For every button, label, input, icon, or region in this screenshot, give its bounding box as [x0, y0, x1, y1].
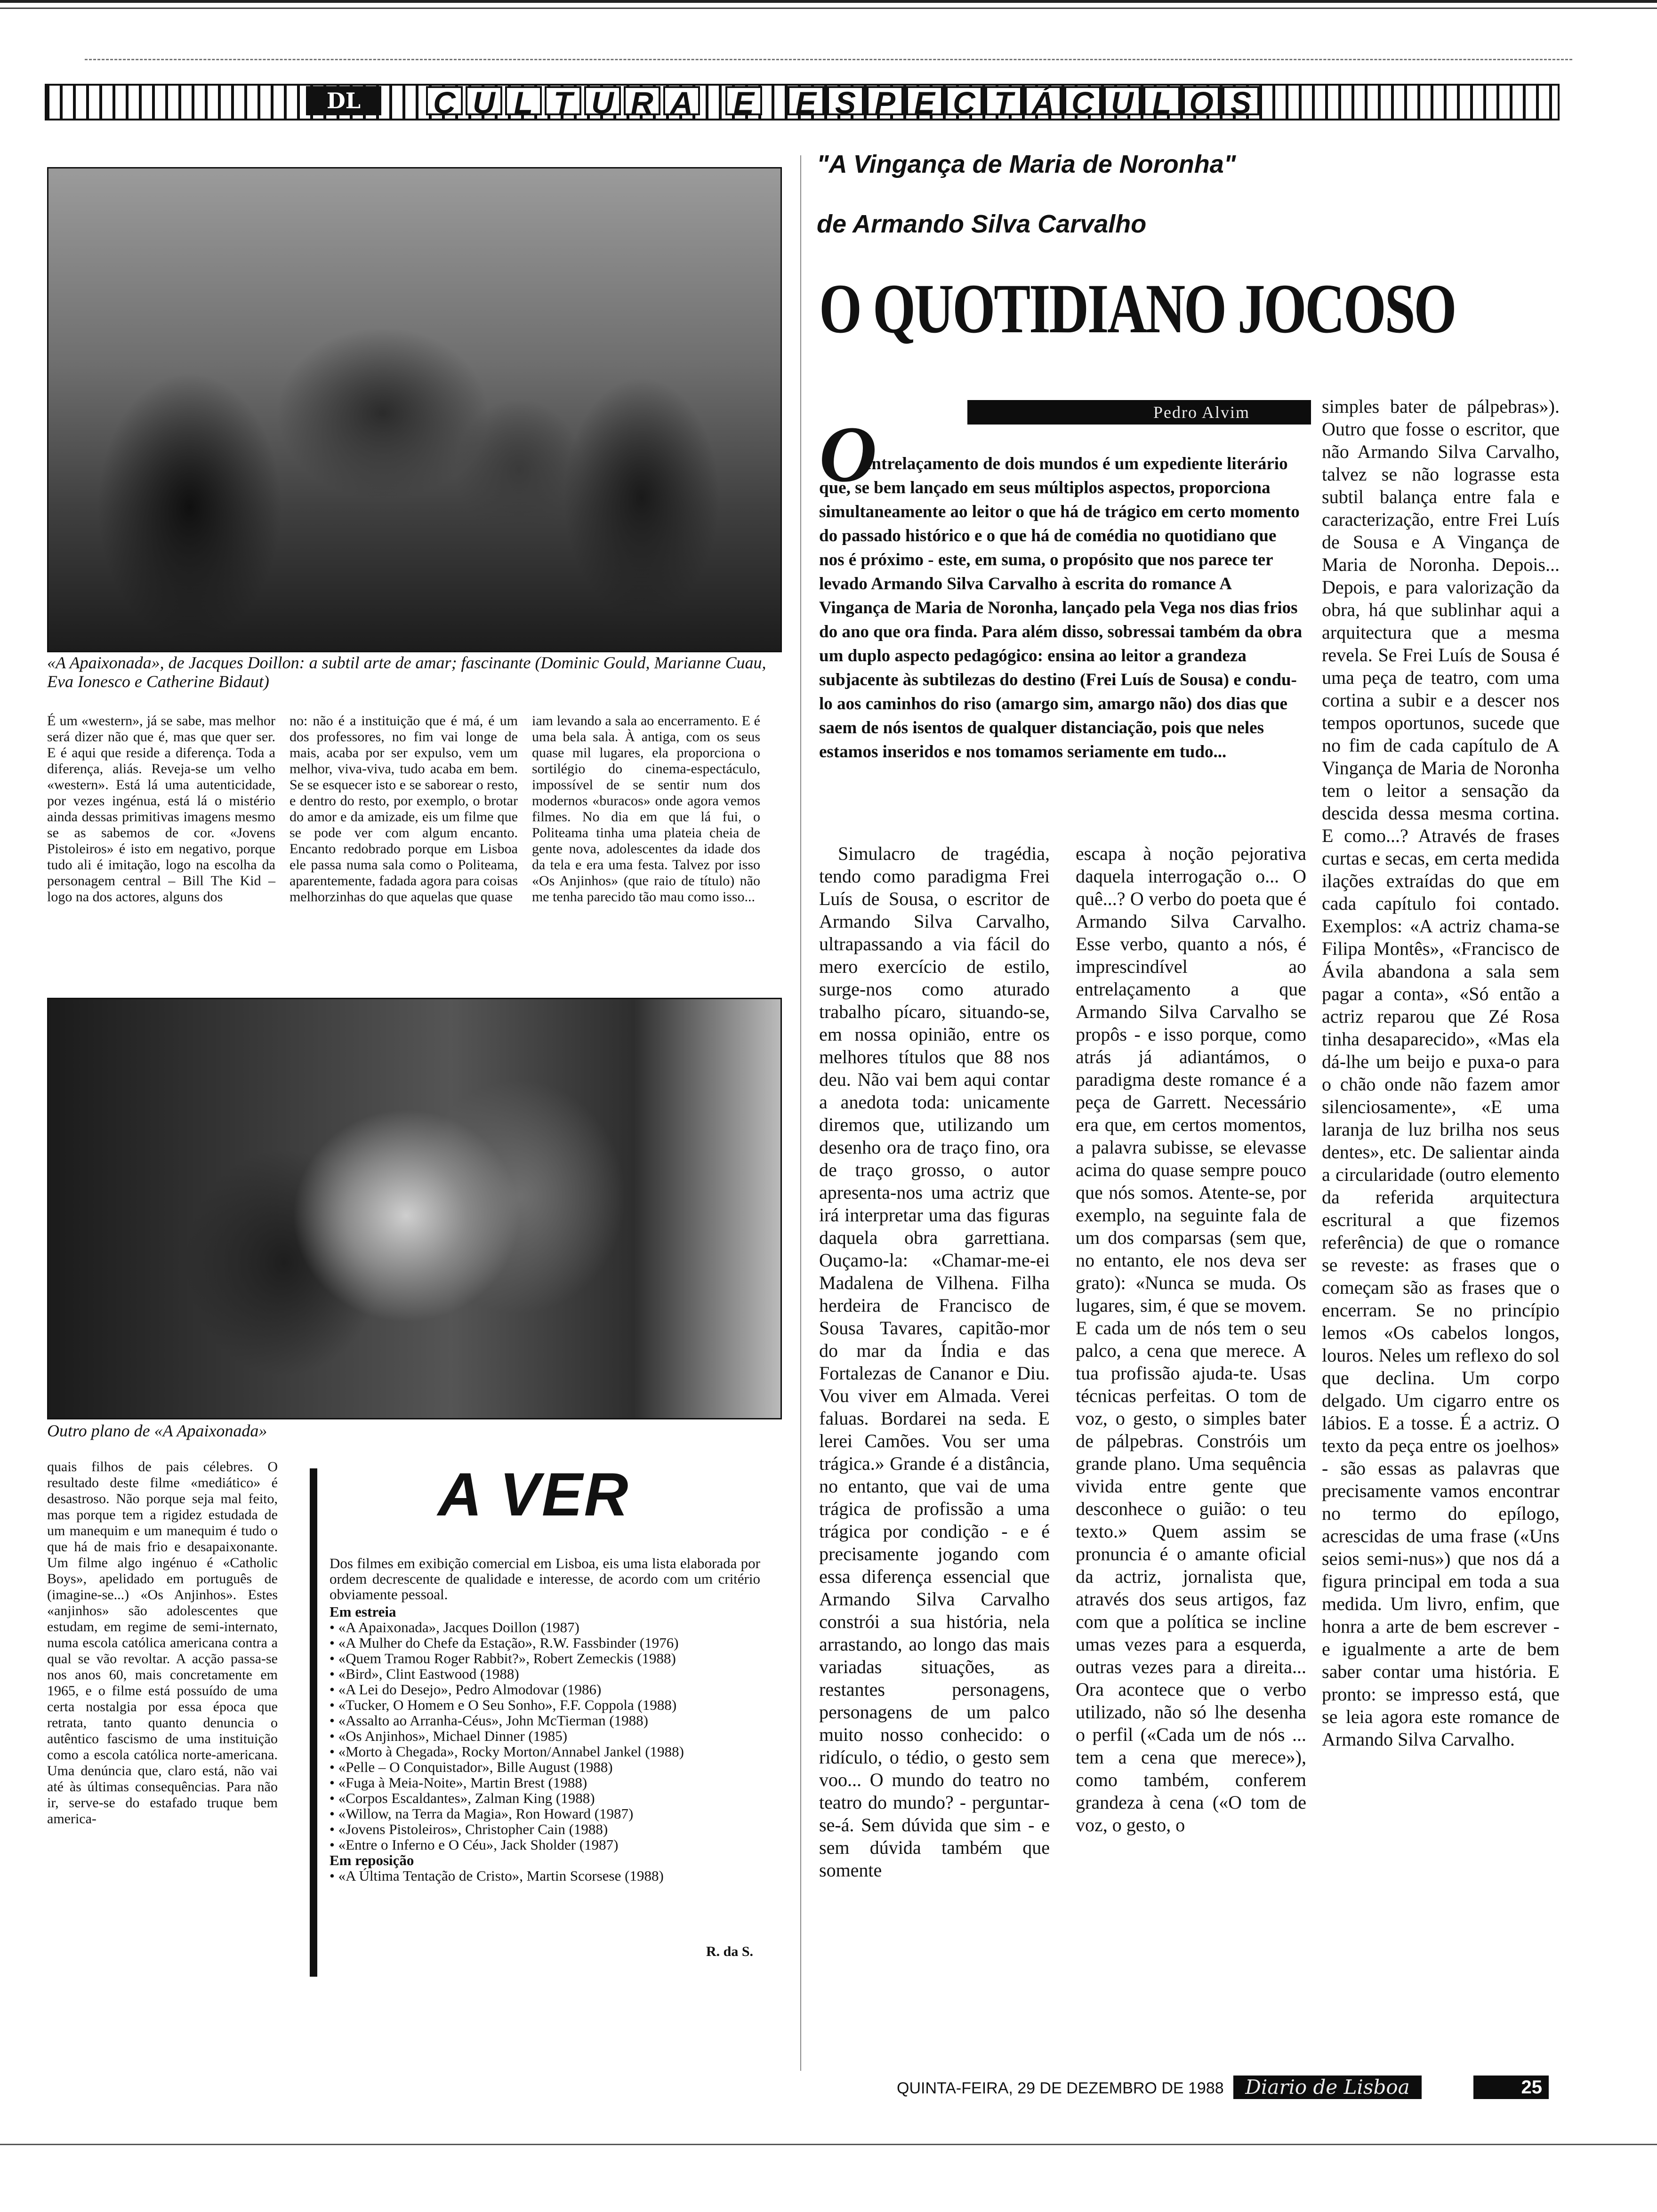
section-letter: E	[725, 86, 762, 115]
left-article-col-4: quais filhos de pais célebres. O resultado deste filme «mediático» é desastroso. Não porque seja mal feito, mas porque tem a rigidez estudada de um manequim e um manequim é tudo o que há de mais frio e desapaixonante. Um filme algo ingénuo é «Catholic Boys», apelidado em português de (imagine-se...) «Os Anjinhos». Estes «anjinhos» são adolescentes que estudam, em regime de semi-internato, numa escola católica americana contra a qual se vão revoltar. A acção passa-se nos anos 60, mais concretamente em 1965, e o filme está possuído de uma certa nostalgia por essa época que retrata, tanto quanto denuncia o autêntico fascismo de uma instituição como a escola católica norte-americana. Uma denúncia que, claro está, não vai até às últimas consequências. Para não ir, serve-se do estafado truque bem america-	[47, 1459, 278, 1827]
footer-date: QUINTA-FEIRA, 29 DE DEZEMBRO DE 1988	[897, 2079, 1224, 2097]
film-list-item: • «Bird», Clint Eastwood (1988)	[330, 1666, 519, 1682]
dashed-rule	[85, 59, 1572, 60]
left-article-col-2: no: não é a instituição que é má, é um dos professores, no fim vai longe de mais, acaba por ser expulso, vem um melhor, viva-viva, tudo acaba em bem. Se se esquecer isto e se saborear o resto, e dentro do resto, por exemplo, o brotar do amor e da amizade, eis um filme que se pode ver com algum encanto. Encanto redobrado porque em Lisboa ele passa numa sala como o Politeama, aparentemente, fadada agora para coisas melhorzinhas do que aquelas que quase	[290, 713, 518, 905]
aver-section-premieres: Em estreia	[330, 1603, 396, 1620]
film-list-item: • «A Apaixonada», Jacques Doillon (1987)	[330, 1619, 579, 1635]
section-letter: U	[1104, 86, 1141, 115]
byline: Pedro Alvim	[1153, 403, 1250, 422]
film-list-item: • «Morto à Chegada», Rocky Morton/Annabel Jankel (1988)	[330, 1743, 684, 1760]
film-list-item: • «Willow, na Terra da Magia», Ron Howard (1987)	[330, 1805, 634, 1822]
section-letter: S	[827, 86, 864, 115]
article-kicker-author: de Armando Silva Carvalho	[817, 210, 1147, 238]
byline-bar	[967, 400, 1311, 425]
aver-side-bar	[310, 1468, 317, 1977]
film-list-item: • «Entre o Inferno e O Céu», Jack Sholder (1987)	[330, 1836, 619, 1853]
article-kicker-title: "A Vingança de Maria de Noronha"	[817, 150, 1236, 178]
section-letter: E	[788, 86, 824, 115]
photo-1-caption: «A Apaixonada», de Jacques Doillon: a subtil arte de amar; fascinante (Dominic Gould, Marianne Cuau, Eva Ionesco e Catherine Bidaut)	[47, 653, 766, 691]
film-list-item: • «Fuga à Meia-Noite», Martin Brest (1988)	[330, 1774, 587, 1791]
section-letter: A	[663, 86, 700, 115]
drop-cap: O	[819, 410, 877, 498]
section-logo: DL	[306, 86, 381, 115]
section-letter: C	[426, 86, 463, 115]
aver-signature: R. da S.	[706, 1944, 754, 1959]
film-list-item: • «A Mulher do Chefe da Estação», R.W. Fassbinder (1976)	[330, 1635, 679, 1651]
section-letter: Á	[1025, 86, 1062, 115]
section-letter: S	[1223, 86, 1259, 115]
article-lead: entrelaçamento de dois mundos é um expediente literário que, se bem lançado em seus múltiplos aspectos, proporciona simultaneamente ao leitor o que há de trágico em certo momento do passado histórico e o que há de comédia no quotidiano que nos é próximo - este, em suma, o propósito que nos parece ter levado Armando Silva Carvalho à escrita do romance A Vingança de Maria de Noronha, lançado pela Vega nos dias frios do ano que ora finda. Para além disso, sobressai também da obra um duplo aspecto pedagógico: ensina ao leitor a grandeza subjacente às subtilezas do destino (Frei Luís de Sousa) e condu-lo aos caminhos do riso (amargo sim, amargo não) dos dias que saem de nós isentos de qualquer distanciação, pois que neles estamos inseridos e nos tomamos seriamente em tudo...	[819, 454, 1303, 761]
film-list-item: • «Jovens Pistoleiros», Christopher Cain (1988)	[330, 1821, 608, 1837]
section-letter: O	[1183, 86, 1220, 115]
left-article-col-3: iam levando a sala ao encerramento. E é uma bela sala. À antiga, com os seus quase mil lugares, ela proporciona o sortilégio do cinema-espectáculo, impossível de se sentir num dos modernos «buracos» onde agora vemos filmes. No dia em que lá fui, o Politeama tinha uma plateia cheia de gente nova, adolescentes da idade dos da tela e era uma festa. Talvez por isso «Os Anjinhos» (que raio de título) não me tenha parecido tão mau como isso...	[532, 713, 760, 905]
article-col-3: simples bater de pálpebras»). Outro que fosse o escritor, que não Armando Silva Carvalho, talvez se não lograsse esta subtil balança entre fala e caracterização, entre Frei Luís de Sousa e A Vingança de Maria de Noronha. Depois... Depois, e para valorização da obra, há que sublinhar aqui a arquitectura que a mesma revela. Se Frei Luís de Sousa é uma peça de teatro, com uma cortina a subir e a descer nos tempos oportunos, sucede que no fim de cada capítulo de A Vingança de Maria de Noronha tem o leitor a sensação da descida dessa mesma cortina. E como...? Através de frases curtas e secas, em certa medida ilações extraídas do que em cada capítulo foi contado. Exemplos: «A actriz chama-se Filipa Montês», «Francisco de Ávila abandona a sala sem pagar a conta», «Só então a actriz reparou que Zé Rosa tinha desaparecido», «Mas ela dá-lhe um beijo e puxa-o para o chão onde não fazem amor silenciosamente», «E uma laranja de luz brilha nos seus dentes», etc. De salientar ainda a circularidade (outro elemento da referida arquitectura escritural a que fizemos referência) de que o romance se reveste: as frases que o começam são as frases que o encerram. Se no princípio lemos «Os cabelos longos, louros. Neles um reflexo do sol que declina. Um corpo delgado. Um cigarro entre os lábios. E a tosse. É a actriz. O texto da peça entre os joelhos» - são essas as palavras que precisamente vamos encontrar no termo do epílogo, acrescidas de uma frase («Uns seios semi-nus») que nos dá a figura principal em toda a sua medida. Um livro, enfim, que honra a arte de bem escrever - e igualmente a arte de bem saber contar uma história. E pronto: se impresso está, que se leia agora este romance de Armando Silva Carvalho.	[1322, 396, 1560, 1750]
film-list-item: • «Corpos Escaldantes», Zalman King (1988)	[330, 1790, 595, 1806]
section-letter: P	[867, 86, 903, 115]
film-list-item: • «Pelle – O Conquistador», Bille August (1988)	[330, 1759, 613, 1775]
film-list-item: • «A Lei do Desejo», Pedro Almodovar (1986)	[330, 1681, 602, 1698]
film-still-photo-2	[47, 998, 782, 1419]
article-col-1: Simulacro de tragédia, tendo como paradigma Frei Luís de Sousa, o escritor de Armando Silva Carvalho, ultrapassando a via fácil do mero exercício de estilo, surge-nos como aturado trabalho pícaro, situando-se, em nossa opinião, entre os melhores títulos que 88 nos deu. Não vai bem aqui contar a anedota toda: unicamente diremos que, utilizando um desenho ora de traço fino, ora de traço grosso, o autor apresenta-nos uma actriz que irá interpretar uma das figuras daquela obra garrettiana. Ouçamo-la: «Chamar-me-ei Madalena de Vilhena. Filha herdeira de Francisco de Sousa Tavares, capitão-mor do mar da Índia e das Fortalezas de Cananor e Diu. Vou viver em Almada. Verei faluas. Bordarei na seda. E lerei Camões. Vou ser uma trágica.» Grande é a distância, no entanto, que vai de uma trágica de profissão a uma trágica por condição - e é precisamente jogando com essa diferença essencial que Armando Silva Carvalho constrói a sua história, nela arrastando, ao longo das mais variadas situações, as restantes personagens, personagens de um palco muito nosso conhecido: o ridículo, o tédio, o gesto sem voo... O mundo do teatro no teatro do mundo? - perguntar-se-á. Sem dúvida que sim - e sem dúvida também que somente	[819, 843, 1050, 1881]
section-letter: R	[624, 86, 660, 115]
top-rule-secondary	[0, 8, 1657, 9]
bottom-rule	[0, 2144, 1657, 2145]
photo-2-caption: Outro plano de «A Apaixonada»	[47, 1421, 267, 1440]
reruns-list	[330, 1868, 760, 1883]
section-letter: C	[1064, 86, 1101, 115]
section-letter: C	[946, 86, 982, 115]
aver-section-reruns: Em reposição	[330, 1852, 414, 1868]
column-divider	[800, 155, 801, 2071]
section-letter: L	[505, 86, 542, 115]
section-letter: U	[466, 86, 502, 115]
aver-film-list	[330, 1555, 760, 1883]
aver-title: A VER	[438, 1460, 630, 1529]
film-list-item: • «Quem Tramou Roger Rabbit?», Robert Zemeckis (1988)	[330, 1650, 676, 1667]
newspaper-logo: Diario de Lisboa	[1233, 2076, 1422, 2099]
section-letter: T	[985, 86, 1022, 115]
section-letter: L	[1143, 86, 1180, 115]
premieres-list	[330, 1619, 760, 1852]
section-letter: T	[545, 86, 581, 115]
film-list-item: • «A Última Tentação de Cristo», Martin Scorsese (1988)	[330, 1867, 664, 1884]
film-list-item: • «Assalto ao Arranha-Céus», John McTierman (1988)	[330, 1712, 648, 1729]
film-list-item: • «Tucker, O Homem e O Seu Sonho», F.F. Coppola (1988)	[330, 1697, 677, 1713]
aver-intro: Dos filmes em exibição comercial em Lisboa, eis uma lista elaborada por ordem decrescente de qualidade e interesse, de acordo com um critério obviamente pessoal.	[330, 1555, 760, 1603]
section-letter: E	[906, 86, 943, 115]
film-list-item: • «Os Anjinhos», Michael Dinner (1985)	[330, 1728, 568, 1744]
top-rule	[0, 0, 1657, 3]
left-article-col-1: É um «western», já se sabe, mas melhor será dizer não que é, mas que quer ser. E é aqui que reside a diferença. Toda a diferença, aliás. Reveja-se um velho «western». Está lá uma autenticidade, por vezes ingénua, está lá o mistério ainda dessas primitivas imagens mesmo se as sabemos de cor. «Jovens Pistoleiros» é isto em negativo, porque tudo ali é imitação, logo na escolha da personagem central – Bill The Kid – logo na dos actores, alguns dos	[47, 713, 275, 905]
film-still-photo-1	[47, 167, 782, 652]
article-col-2: escapa à noção pejorativa daquela interrogação o... O quê...? O verbo do poeta que é Armando Silva Carvalho. Esse verbo, quanto a nós, é imprescindível ao entrelaçamento a que Armando Silva Carvalho se propôs - e isso porque, como atrás já adiantámos, o paradigma deste romance é a peça de Garrett. Necessário era que, em certos momentos, a palavra subisse, se elevasse acima do quase sempre pouco que nós somos. Atente-se, por exemplo, na seguinte fala de um dos comparsas (sem que, no entanto, ele nos deva ser grato): «Nunca se muda. Os lugares, sim, é que se movem. E cada um de nós tem o seu palco, a cena que merece. A tua profissão ajuda-te. Usas técnicas perfeitas. O tom de voz, o gesto, o simples bater de pálpebras. Constróis um grande plano. Uma sequência vivida entre gente que desconhece o guião: o teu texto.» Quem assim se pronuncia é o amante oficial da actriz, jornalista que, através dos seus artigos, faz com que a política se incline umas vezes para a esquerda, outras vezes para a direita... Ora acontece que o verbo utilizado, não só lhe desenha o perfil («Cada um de nós ... tem a cena que merece»), como também, conferem grandeza à cena («O tom de voz, o gesto, o	[1076, 843, 1306, 1835]
page-number: 25	[1473, 2076, 1549, 2099]
section-letter: U	[584, 86, 621, 115]
article-headline: O QUOTIDIANO JOCOSO	[819, 270, 1456, 348]
